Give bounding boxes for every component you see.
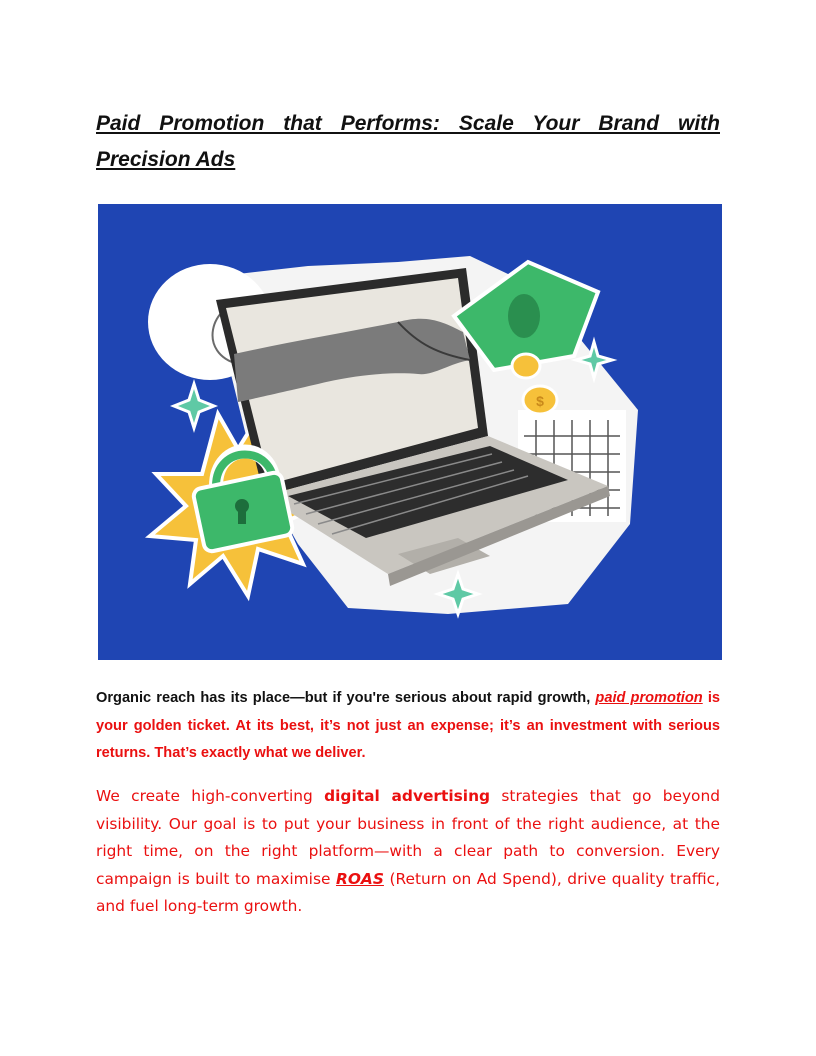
svg-text:$: $ (536, 393, 544, 409)
body-part-3: (Return on Ad Spend), drive quality traffic, and fuel long-term growth. (96, 869, 720, 915)
hero-illustration (98, 204, 722, 660)
roas-link[interactable]: ROAS (335, 869, 384, 888)
body-part-2: strategies that go beyond visibility. Our goal is to put your business in front of the right audience, at the right time, on the right platform—with a clear path to conversion. Every campaign is built to maximise (96, 787, 720, 888)
body-paragraph (96, 783, 720, 921)
body-part-1: We create high-converting (96, 787, 313, 805)
paid-promotion-link[interactable]: paid promotion (595, 690, 703, 706)
sparkle-icon (174, 384, 214, 428)
page-title: Paid Promotion that Performs: Scale Your Brand with Precision Ads (96, 112, 720, 171)
intro-lead: Organic reach has its place—but if you're serious about rapid growth, (96, 690, 591, 706)
hero-svg (98, 204, 722, 660)
intro-paragraph (96, 685, 720, 768)
body-bold-term: digital advertising (324, 787, 491, 805)
intro-rest: is your golden ticket. At its best, it’s not just an expense; it’s an investment with serious returns. That’s exactly what we deliver. (96, 690, 721, 761)
